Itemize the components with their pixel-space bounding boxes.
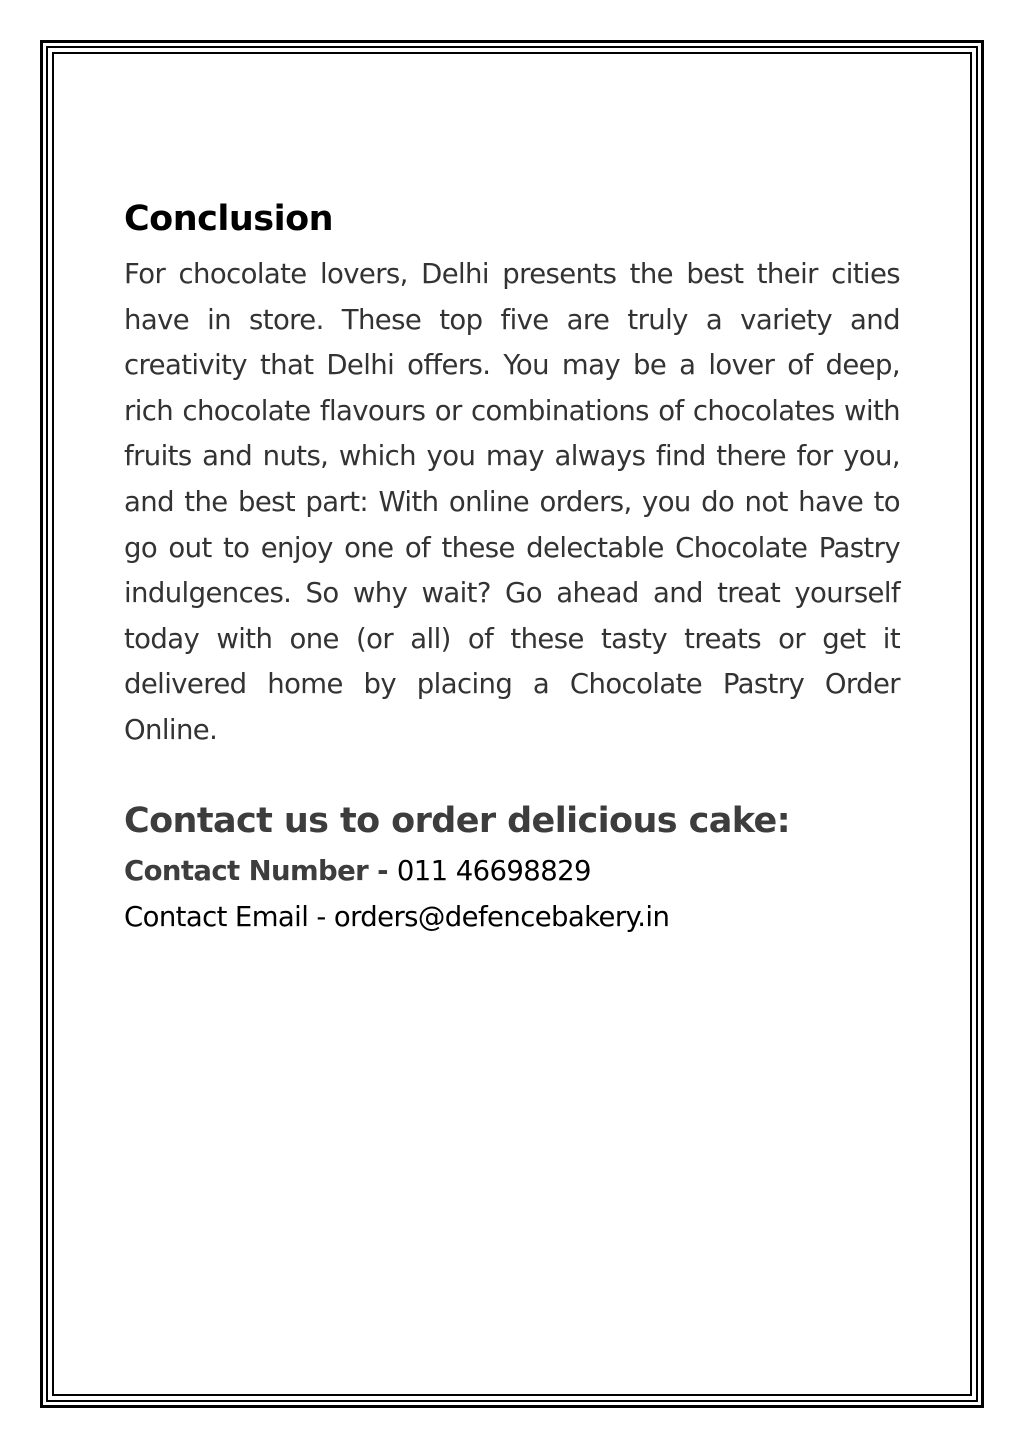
contact-email-label: Contact Email xyxy=(124,900,309,933)
contact-heading: Contact us to order delicious cake: xyxy=(124,800,791,841)
conclusion-heading: Conclusion xyxy=(124,199,334,239)
contact-number-separator: - xyxy=(368,854,397,887)
conclusion-paragraph: For chocolate lovers, Delhi presents the best their cities have in store. These top five are truly a variety and creativity that Delhi offers. You may be a lover of deep, rich chocolate flavours or combinations of chocolates with fruits and nuts, which you may always find there for you, and the best part: With online orders, you do not have to go out to enjoy one of these delectable Chocolate Pastry indulgences. So why wait? Go ahead and treat yourself today with one (or all) of these tasty treats or get it delivered home by placing a Chocolate Pastry Order Online. xyxy=(124,258,900,746)
page-content xyxy=(124,192,900,940)
contact-email-value: orders@defencebakery.in xyxy=(333,900,670,933)
contact-email-separator: - xyxy=(308,900,334,933)
contact-number-line xyxy=(124,848,900,894)
contact-email-line xyxy=(124,894,900,940)
contact-number-value: 011 46698829 xyxy=(396,854,591,887)
contact-number-label: Contact Number xyxy=(124,854,369,887)
